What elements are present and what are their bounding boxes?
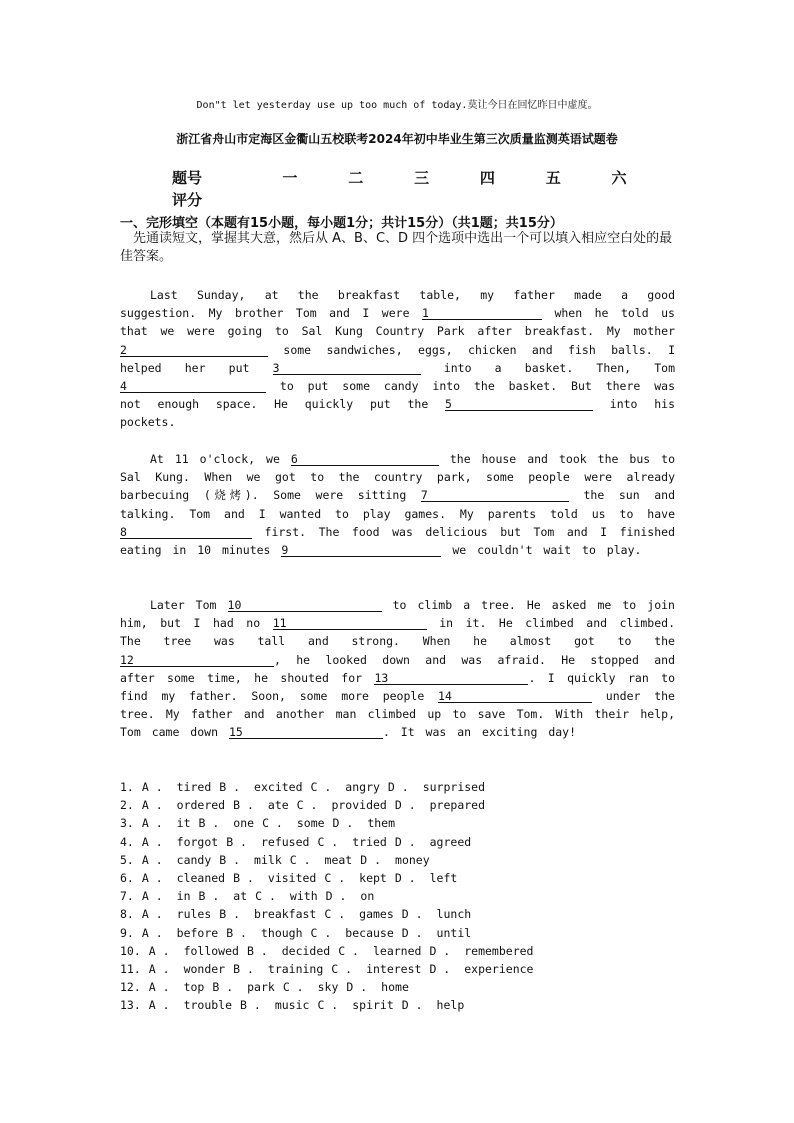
option-letter: C .: [296, 798, 318, 813]
option-text: left: [429, 871, 458, 886]
option-text: lunch: [436, 907, 472, 922]
option-row: [120, 887, 533, 905]
option-text: kept: [359, 871, 387, 886]
option-text: music: [274, 998, 310, 1013]
option-letter: D .: [394, 834, 416, 849]
option-row: [120, 778, 533, 796]
passage-text: to put some candy into the basket. But there was not enough space. He quickly put the: [120, 379, 675, 412]
option-letter: C .: [317, 998, 339, 1013]
question-number: 6.: [120, 871, 134, 886]
option-letter: B .: [219, 907, 241, 922]
answer-blank: 5: [445, 398, 593, 411]
option-text: followed: [183, 943, 239, 958]
answer-blank: 8: [120, 526, 252, 539]
answer-blank: 3: [273, 362, 421, 375]
answer-blank: 12: [120, 654, 274, 667]
option-letter: B .: [240, 998, 261, 1013]
options-list: [120, 778, 533, 1015]
answer-blank: 15: [229, 726, 383, 739]
option-letter: D .: [401, 925, 423, 940]
option-text: prepared: [429, 798, 486, 813]
score-row-numbers: [172, 166, 652, 188]
option-letter: D .: [387, 780, 409, 794]
option-text: cleaned: [176, 871, 226, 886]
passage-text: to climb a tree. He asked me to join him, but I had no: [120, 598, 675, 631]
question-number: 10.: [120, 943, 141, 958]
option-text: forgot: [176, 834, 219, 849]
passage-paragraph-3: [120, 596, 675, 742]
option-text: experience: [464, 962, 534, 977]
option-row: [120, 833, 533, 851]
option-letter: D .: [325, 889, 347, 904]
option-letter: C .: [338, 943, 359, 958]
passage-text: into his pockets.: [120, 397, 675, 430]
option-letter: A .: [141, 889, 163, 904]
option-letter: A .: [141, 834, 163, 849]
option-letter: C .: [324, 907, 346, 922]
section-instruction: 先通读短文，掌握其大意，然后从 A、B、C、D 四个选项中选出一个可以填入相应空白处的最佳答案。: [120, 231, 673, 264]
option-text: because: [345, 925, 394, 940]
option-letter: A .: [141, 780, 163, 794]
option-letter: A .: [141, 907, 163, 922]
passage-text: , he looked down and was afraid. He stopped and after some time, he shouted for: [120, 652, 675, 685]
passage-text: under the tree. My father and another man climbed up to save Tom. With their help, Tom came down: [120, 689, 675, 740]
option-text: at: [233, 889, 248, 904]
answer-blank: 13: [374, 672, 528, 685]
option-letter: B .: [233, 962, 254, 977]
option-letter: D .: [429, 962, 451, 977]
option-row: [120, 851, 533, 869]
passage-paragraph-2: [120, 450, 675, 559]
option-text: visited: [267, 871, 317, 886]
passage-text: the sun and talking. Tom and I wanted to play games. My parents told us to have: [120, 488, 675, 521]
option-text: training: [267, 962, 324, 977]
option-letter: C .: [331, 962, 353, 977]
option-text: sky: [317, 980, 339, 995]
passage-text: Last Sunday, at the breakfast table, my father made a good suggestion. My brother Tom and I were: [120, 288, 675, 321]
option-letter: D .: [394, 798, 416, 813]
option-letter: D .: [401, 998, 423, 1013]
option-letter: B .: [198, 889, 220, 904]
option-letter: A .: [141, 852, 163, 867]
answer-blank: 2: [120, 344, 268, 357]
option-text: ordered: [176, 798, 226, 813]
option-text: tired: [176, 780, 212, 794]
option-letter: A .: [141, 816, 163, 831]
option-text: it: [176, 816, 191, 831]
score-row-marks: [172, 188, 652, 210]
option-letter: B .: [226, 925, 247, 940]
option-text: on: [360, 889, 375, 904]
option-letter: D .: [360, 852, 382, 867]
score-column: 三: [414, 168, 430, 187]
option-letter: D .: [429, 943, 451, 958]
option-text: home: [381, 980, 409, 995]
passage-text: At 11 o'clock, we: [150, 452, 291, 466]
option-text: surprised: [422, 780, 486, 794]
option-letter: B .: [212, 980, 234, 995]
option-letter: B .: [198, 816, 220, 831]
option-letter: C .: [289, 852, 311, 867]
option-letter: A .: [141, 871, 163, 886]
option-text: with: [289, 889, 318, 904]
question-number: 7.: [120, 889, 134, 904]
option-letter: C .: [317, 834, 339, 849]
option-text: top: [183, 980, 205, 995]
answer-blank: 14: [438, 690, 592, 703]
option-letter: A .: [148, 980, 170, 995]
option-row: [120, 796, 533, 814]
passage-text: . It was an exciting day!: [382, 725, 577, 740]
option-text: wonder: [183, 962, 226, 977]
option-text: provided: [331, 798, 387, 813]
option-letter: C .: [310, 925, 332, 940]
option-text: games: [359, 907, 394, 922]
question-number: 2.: [120, 798, 134, 813]
option-letter: B .: [233, 798, 254, 813]
answer-blank: 11: [273, 617, 427, 630]
option-text: agreed: [429, 834, 472, 849]
option-text: angry: [345, 780, 380, 794]
option-row: [120, 996, 533, 1014]
passage-text: . I quickly ran to find my father. Soon, some more people: [120, 670, 676, 704]
option-text: candy: [176, 852, 212, 867]
option-letter: A .: [141, 925, 163, 940]
score-column: 二: [348, 168, 364, 187]
answer-blank: 6: [291, 453, 439, 466]
option-letter: C .: [310, 780, 332, 794]
option-text: spirit: [352, 998, 394, 1013]
option-letter: A .: [148, 943, 170, 958]
option-text: excited: [254, 780, 303, 794]
score-row-label: 评分: [172, 190, 203, 209]
option-letter: A .: [148, 998, 170, 1013]
option-text: ate: [267, 798, 289, 813]
question-number: 5.: [120, 852, 134, 867]
option-letter: C .: [324, 871, 346, 886]
option-letter: A .: [148, 962, 170, 977]
section-title: 一、完形填空（本题有15小题，每小题1分；共计15分）（共1题；共15分）: [120, 216, 563, 231]
option-text: trouble: [183, 998, 233, 1013]
option-letter: B .: [246, 943, 268, 958]
option-text: though: [260, 925, 303, 940]
option-text: tried: [352, 834, 387, 849]
question-number: 8.: [120, 907, 134, 922]
question-number: 12.: [120, 980, 141, 995]
option-text: remembered: [464, 943, 534, 958]
option-text: one: [233, 816, 255, 831]
option-letter: B .: [219, 852, 241, 867]
passage-text: we couldn't wait to play.: [441, 543, 642, 558]
answer-blank: 10: [228, 599, 382, 612]
option-text: refused: [260, 834, 310, 849]
score-column: 四: [479, 168, 495, 187]
question-number: 9.: [120, 925, 134, 940]
option-letter: C .: [282, 980, 304, 995]
option-row: [120, 905, 533, 923]
score-column: 六: [611, 168, 627, 187]
passage-text: the house and took the bus to Sal Kung. When we got to the country park, some people were already barbecuing (烧烤). Some were sitting: [120, 452, 676, 503]
option-text: park: [247, 980, 275, 995]
option-row: [120, 942, 533, 960]
option-row: [120, 869, 533, 887]
option-letter: C .: [255, 889, 276, 904]
score-table: [172, 166, 652, 210]
question-number: 4.: [120, 834, 134, 849]
exam-title: 浙江省舟山市定海区金衢山五校联考2024年初中毕业生第三次质量监测英语试题卷: [176, 132, 618, 146]
motto: Don"t let yesterday use up too much of today.莫让今日在回忆昨日中虚度。: [196, 100, 598, 111]
passage-paragraph-1: [120, 286, 675, 432]
passage-text: when he told us that we were going to Sal Kung Country Park after breakfast. My mother: [120, 306, 675, 339]
option-letter: D .: [401, 907, 423, 922]
option-text: meat: [324, 852, 353, 867]
option-letter: D .: [346, 980, 368, 995]
passage-text: first. The food was delicious but Tom and I finished eating in 10 minutes: [120, 524, 675, 558]
option-text: some: [296, 816, 325, 831]
option-text: decided: [281, 943, 331, 958]
option-text: breakfast: [254, 907, 317, 922]
option-letter: D .: [394, 871, 416, 886]
option-letter: B .: [226, 834, 247, 849]
answer-blank: 9: [281, 544, 441, 557]
option-text: before: [176, 925, 219, 940]
option-text: in: [176, 889, 191, 904]
option-letter: B .: [219, 780, 241, 794]
option-letter: C .: [262, 816, 283, 831]
option-row: [120, 960, 533, 978]
option-text: milk: [254, 852, 282, 867]
answer-blank: 1: [422, 307, 542, 320]
option-text: interest: [366, 962, 422, 977]
passage-text: in it. He climbed and climbed. The tree was tall and strong. When he almost got to the: [120, 616, 675, 649]
option-text: money: [395, 852, 430, 867]
option-row: [120, 924, 533, 942]
score-column: 五: [545, 168, 561, 187]
score-row-label: 题号: [172, 168, 203, 187]
question-number: 13.: [120, 998, 141, 1013]
option-row: [120, 978, 533, 996]
option-text: rules: [176, 907, 212, 922]
option-letter: D .: [332, 816, 354, 831]
passage-text: Later Tom: [150, 598, 228, 612]
question-number: 11.: [120, 962, 141, 977]
option-text: them: [367, 816, 396, 831]
passage-text: some sandwiches, eggs, chicken and fish balls. I helped her put: [120, 342, 675, 375]
passage-text: into a basket. Then, Tom: [420, 360, 675, 375]
score-column: 一: [282, 168, 298, 187]
answer-blank: 7: [421, 489, 569, 502]
option-row: [120, 814, 533, 832]
question-number: 3.: [120, 816, 134, 831]
question-number: 1.: [120, 780, 134, 794]
option-letter: A .: [141, 798, 163, 813]
option-text: help: [436, 998, 465, 1013]
option-letter: B .: [233, 871, 254, 886]
option-text: until: [436, 925, 472, 940]
option-text: learned: [372, 943, 422, 958]
answer-blank: 4: [120, 380, 266, 393]
